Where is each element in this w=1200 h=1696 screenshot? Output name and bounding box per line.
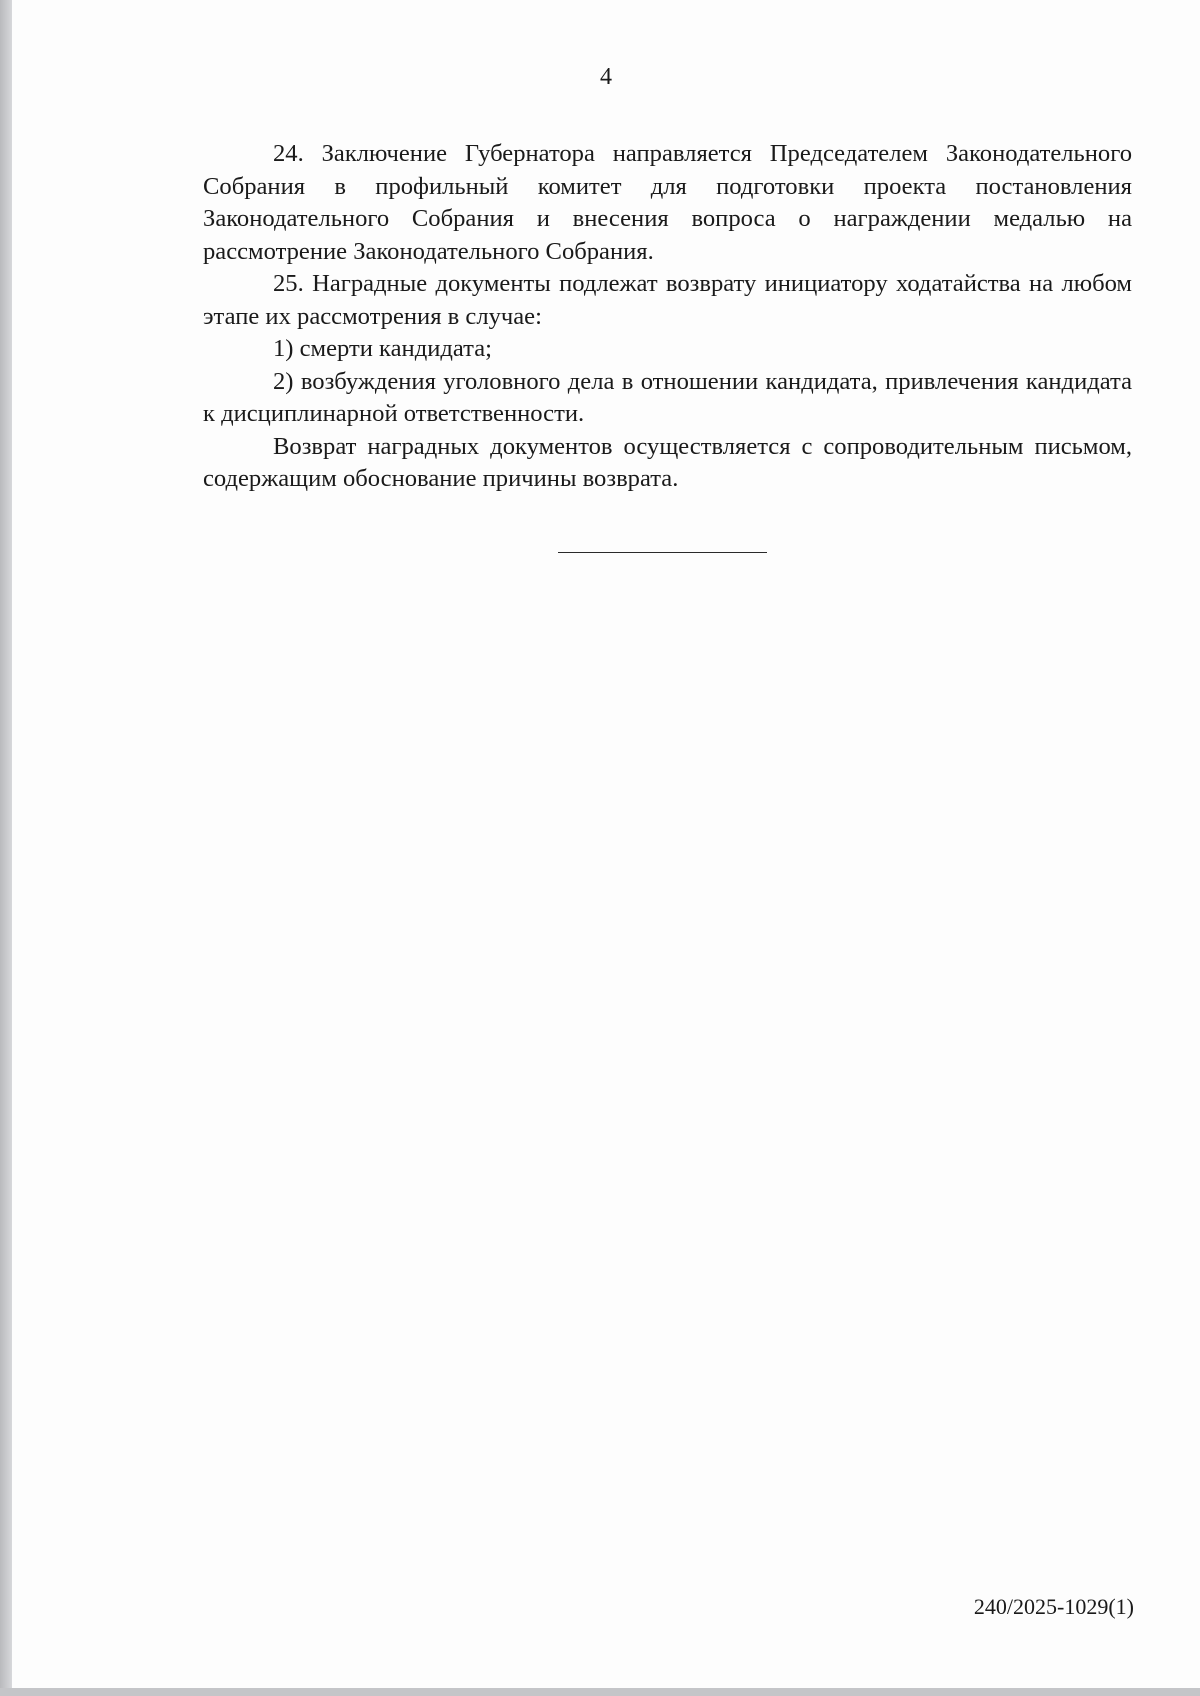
scan-edge-bottom <box>0 1688 1200 1696</box>
page-number: 4 <box>600 64 612 90</box>
paragraph-25: 25. Наградные документы подлежат возврату инициатору ходатайства на любом этапе их рассмотрения в случае: <box>203 270 1132 330</box>
list-item-2: 2) возбуждения уголовного дела в отношении кандидата, привлечения кандидата к дисциплинарной ответственности. <box>203 367 1132 427</box>
document-body <box>203 138 1132 496</box>
document-code: 240/2025-1029(1) <box>973 1594 1134 1619</box>
return-procedure-paragraph: Возврат наградных документов осуществляется с сопроводительным письмом, содержащим обоснование причины возврата. <box>203 432 1132 492</box>
list-item-1: 1) смерти кандидата; <box>273 335 492 362</box>
document-page <box>12 0 1200 1688</box>
end-divider <box>558 552 767 553</box>
paragraph-24: 24. Заключение Губернатора направляется Председателем Законодательного Собрания в профильный комитет для подготовки проекта постановления Законодательного Собрания и внесения вопроса о награждении медалью на рассмотрение Законодательного Собрания. <box>203 140 1132 265</box>
